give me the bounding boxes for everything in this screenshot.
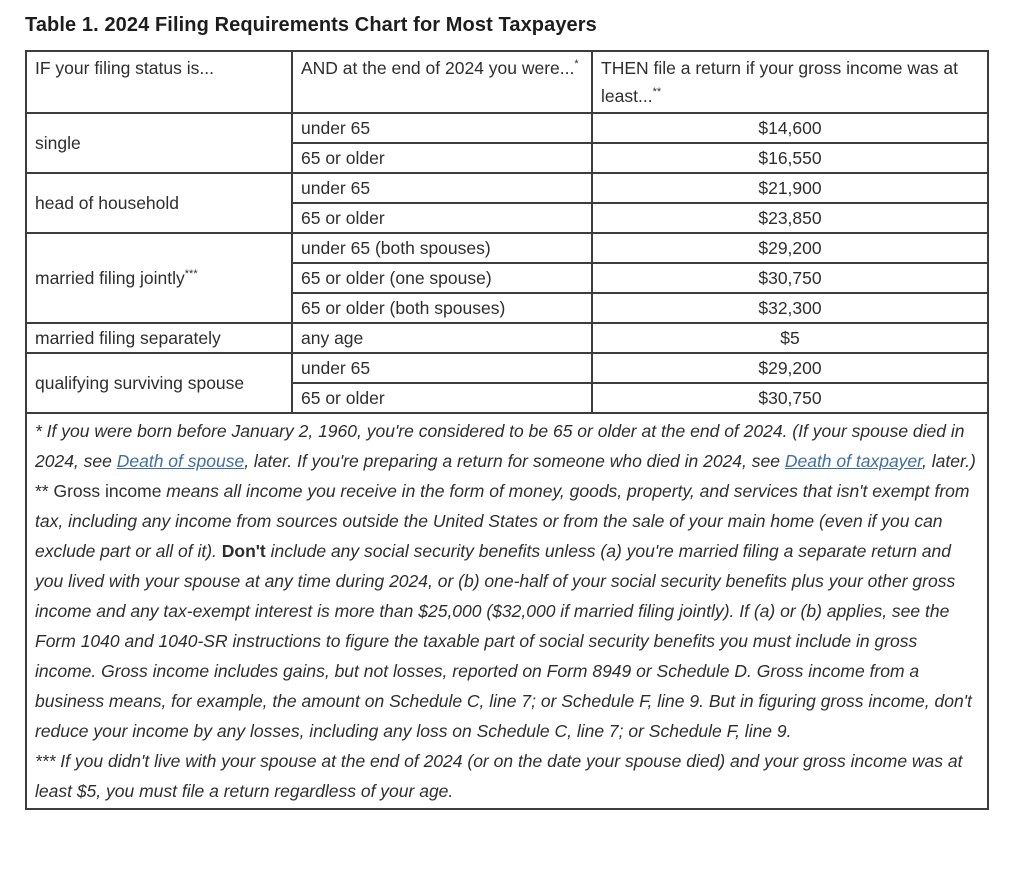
footnote-text: , later. If you're preparing a return for someone who died in 2024, see xyxy=(244,451,785,471)
footnote-text: *** If you didn't live with your spouse at the end of 2024 (or on the date your spouse died) and your gross income was at least $5, you must file a return regardless of your age. xyxy=(35,751,963,801)
table-row xyxy=(26,323,988,353)
table-header xyxy=(26,51,988,113)
age-cell: under 65 xyxy=(292,113,592,143)
amount-cell: $14,600 xyxy=(592,113,988,143)
col-header-text: IF your filing status is... xyxy=(35,58,214,78)
status-cell: single xyxy=(26,113,292,173)
footnotes-row xyxy=(26,413,988,809)
col-header-filing-status xyxy=(26,51,292,113)
age-cell: 65 or older xyxy=(292,143,592,173)
status-cell: qualifying surviving spouse xyxy=(26,353,292,413)
status-cell: married filing jointly*** xyxy=(26,233,292,323)
footnote-marker: *** xyxy=(184,268,198,281)
age-cell: 65 or older (both spouses) xyxy=(292,293,592,323)
footnote-text: Don't xyxy=(221,541,266,561)
col-header-age xyxy=(292,51,592,113)
age-cell: 65 or older (one spouse) xyxy=(292,263,592,293)
footnote-text: * If you were born before January 2, 1960, you're considered to be 65 or older at the end of 2024. (If your spouse died in 2024, see xyxy=(35,421,965,471)
footnote-marker: ** xyxy=(652,86,662,99)
amount-cell: $32,300 xyxy=(592,293,988,323)
status-cell: head of household xyxy=(26,173,292,233)
table-row xyxy=(26,233,988,263)
col-header-text: AND at the end of 2024 you were... xyxy=(301,58,575,78)
age-cell: 65 or older xyxy=(292,203,592,233)
page-title: Table 1. 2024 Filing Requirements Chart for Most Taxpayers xyxy=(25,14,597,36)
filing-requirements-table xyxy=(25,50,989,810)
amount-cell: $30,750 xyxy=(592,383,988,413)
footnote-marker: * xyxy=(574,58,579,71)
status-cell: married filing separately xyxy=(26,323,292,353)
footnote-3 xyxy=(35,746,979,806)
footnote-2 xyxy=(35,476,979,746)
table-body xyxy=(26,113,988,413)
col-header-text: THEN file a return if your gross income was at least... xyxy=(601,58,958,106)
footnote-text: ** Gross income xyxy=(35,481,167,501)
age-cell: under 65 (both spouses) xyxy=(292,233,592,263)
amount-cell: $30,750 xyxy=(592,263,988,293)
death-of-taxpayer-link[interactable]: Death of taxpayer xyxy=(784,451,923,471)
footnote-text: means all income you receive in the form of money, goods, property, and services that isn't exempt from tax, including any income from sources outside the United States or from the sale of your main home (even if you can exclude part or all of it). xyxy=(35,481,970,561)
col-header-gross-income xyxy=(592,51,988,113)
age-cell: any age xyxy=(292,323,592,353)
amount-cell: $29,200 xyxy=(592,233,988,263)
age-cell: 65 or older xyxy=(292,383,592,413)
death-of-spouse-link[interactable]: Death of spouse xyxy=(116,451,245,471)
table-row xyxy=(26,113,988,143)
header-row xyxy=(26,51,988,113)
footnote-text: include any social security benefits unless (a) you're married filing a separate return and you lived with your spouse at any time during 2024, or (b) one-half of your social security benefits plus your other gross income and any tax-exempt interest is more than $25,000 ($32,000 if married filing jointly). If (a) or (b) applies, see the Form 1040 and 1040-SR instructions to figure the taxable part of social security benefits you must include in gross income. Gross income includes gains, but not losses, reported on Form 8949 or Schedule D. Gross income from a business means, for example, the amount on Schedule C, line 7; or Schedule F, line 9. But in figuring gross income, don't reduce your income by any losses, including any loss on Schedule C, line 7; or Schedule F, line 9. xyxy=(35,541,972,741)
amount-cell: $16,550 xyxy=(592,143,988,173)
table-row xyxy=(26,173,988,203)
footnote-1 xyxy=(35,416,979,476)
footnotes-cell xyxy=(26,413,988,809)
table-footer xyxy=(26,413,988,809)
age-cell: under 65 xyxy=(292,353,592,383)
amount-cell: $5 xyxy=(592,323,988,353)
age-cell: under 65 xyxy=(292,173,592,203)
amount-cell: $23,850 xyxy=(592,203,988,233)
amount-cell: $21,900 xyxy=(592,173,988,203)
amount-cell: $29,200 xyxy=(592,353,988,383)
footnote-text: , later.) xyxy=(922,451,976,471)
table-row xyxy=(26,353,988,383)
